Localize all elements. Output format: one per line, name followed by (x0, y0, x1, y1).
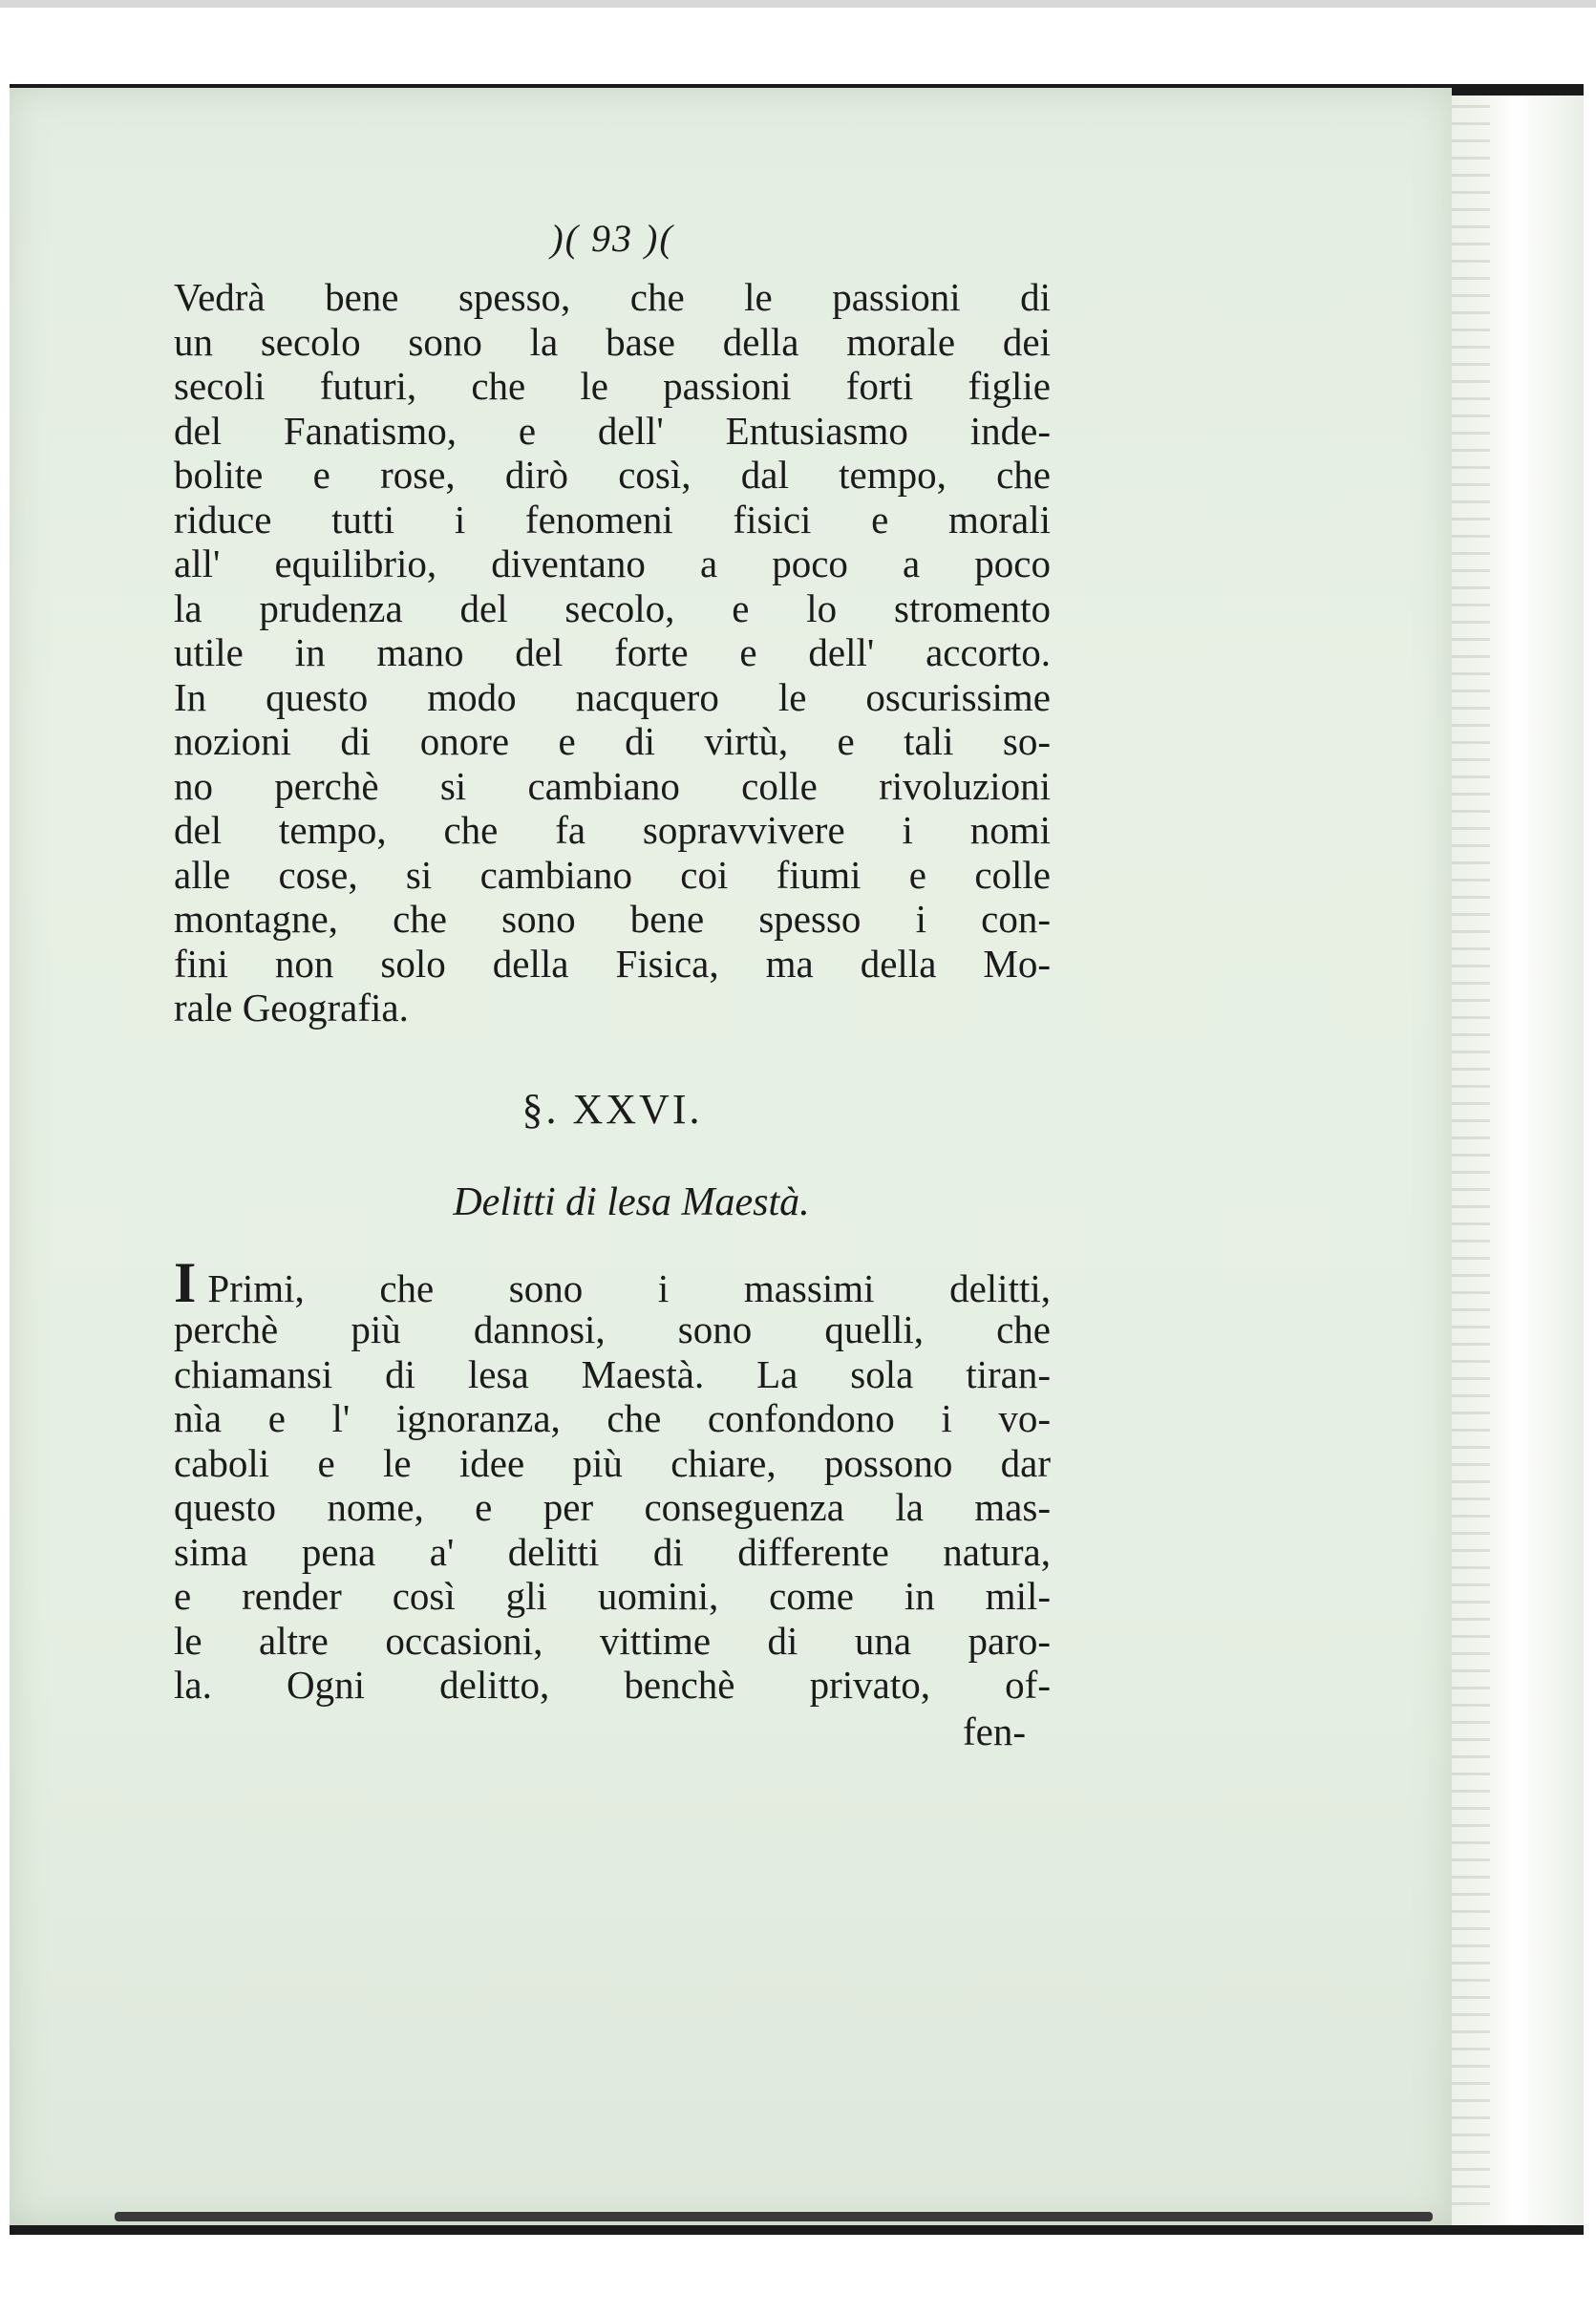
text-line: all' equilibrio, diventano a poco a poco (174, 542, 1051, 585)
text-line: alle cose, si cambiano coi fiumi e colle (174, 852, 1051, 897)
text-line: caboli e le idee più chiare, possono dar (174, 1440, 1051, 1485)
scan-top-band (0, 0, 1596, 8)
catchword: fen- (962, 1709, 1026, 1753)
text-line-first (174, 1250, 1051, 1314)
text-line: fini non solo della Fisica, ma della Mo- (174, 941, 1051, 986)
text-line: del tempo, che fa sopravvivere i nomi (174, 808, 1051, 852)
page-bottom-edge (115, 2212, 1433, 2221)
text-line: no perchè si cambiano colle rivoluzioni (174, 763, 1051, 808)
text-line: perchè più dannosi, sono quelli, che (174, 1307, 1051, 1351)
paragraph-1 (174, 275, 1051, 1030)
text-line: secoli futuri, che le passioni forti figlie (174, 364, 1051, 408)
text-line: In questo modo nacquero le oscurissime (174, 674, 1051, 719)
section-number: §. XXVI. (521, 1085, 703, 1133)
section-title: Delitti di lesa Maestà. (453, 1179, 810, 1224)
text-line: le altre occasioni, vittime di una paro- (174, 1618, 1051, 1663)
text-line: la prudenza del secolo, e lo stromento (174, 585, 1051, 630)
text-line: questo nome, e per conseguenza la mas- (174, 1485, 1051, 1529)
text-line: bolite e rose, dirò così, dal tempo, che (174, 453, 1051, 497)
text-line: Vedrà bene spesso, che le passioni di (174, 275, 1051, 319)
paragraph-2 (174, 1250, 1051, 1708)
text-line: e render così gli uomini, come in mil- (174, 1574, 1051, 1618)
text-line: rale Geografia. (174, 986, 409, 1030)
text-line: nìa e l' ignoranza, che confondono i vo- (174, 1396, 1051, 1440)
text-line: un secolo sono la base della morale dei (174, 319, 1051, 364)
text-line: sima pena a' delitti di differente natura, (174, 1529, 1051, 1574)
page-text-block (174, 210, 1051, 1755)
drop-cap: I (174, 1250, 197, 1314)
text-line: utile in mano del forte e dell' accorto. (174, 630, 1051, 674)
text-line: riduce tutti i fenomeni fisici e morali (174, 497, 1051, 542)
text-line: del Fanatismo, e dell' Entusiasmo inde- (174, 408, 1051, 453)
text-line: montagne, che sono bene spesso i con- (174, 897, 1051, 941)
text-line: la. Ogni delitto, benchè privato, of- (174, 1663, 1051, 1707)
text-line: chiamansi di lesa Maestà. La sola tiran- (174, 1351, 1051, 1396)
first-line-text: Primi, che sono i massimi delitti, (207, 1265, 1051, 1310)
text-line: nozioni di onore e di virtù, e tali so- (174, 719, 1051, 763)
page-number: )( 93 )( (550, 217, 674, 260)
